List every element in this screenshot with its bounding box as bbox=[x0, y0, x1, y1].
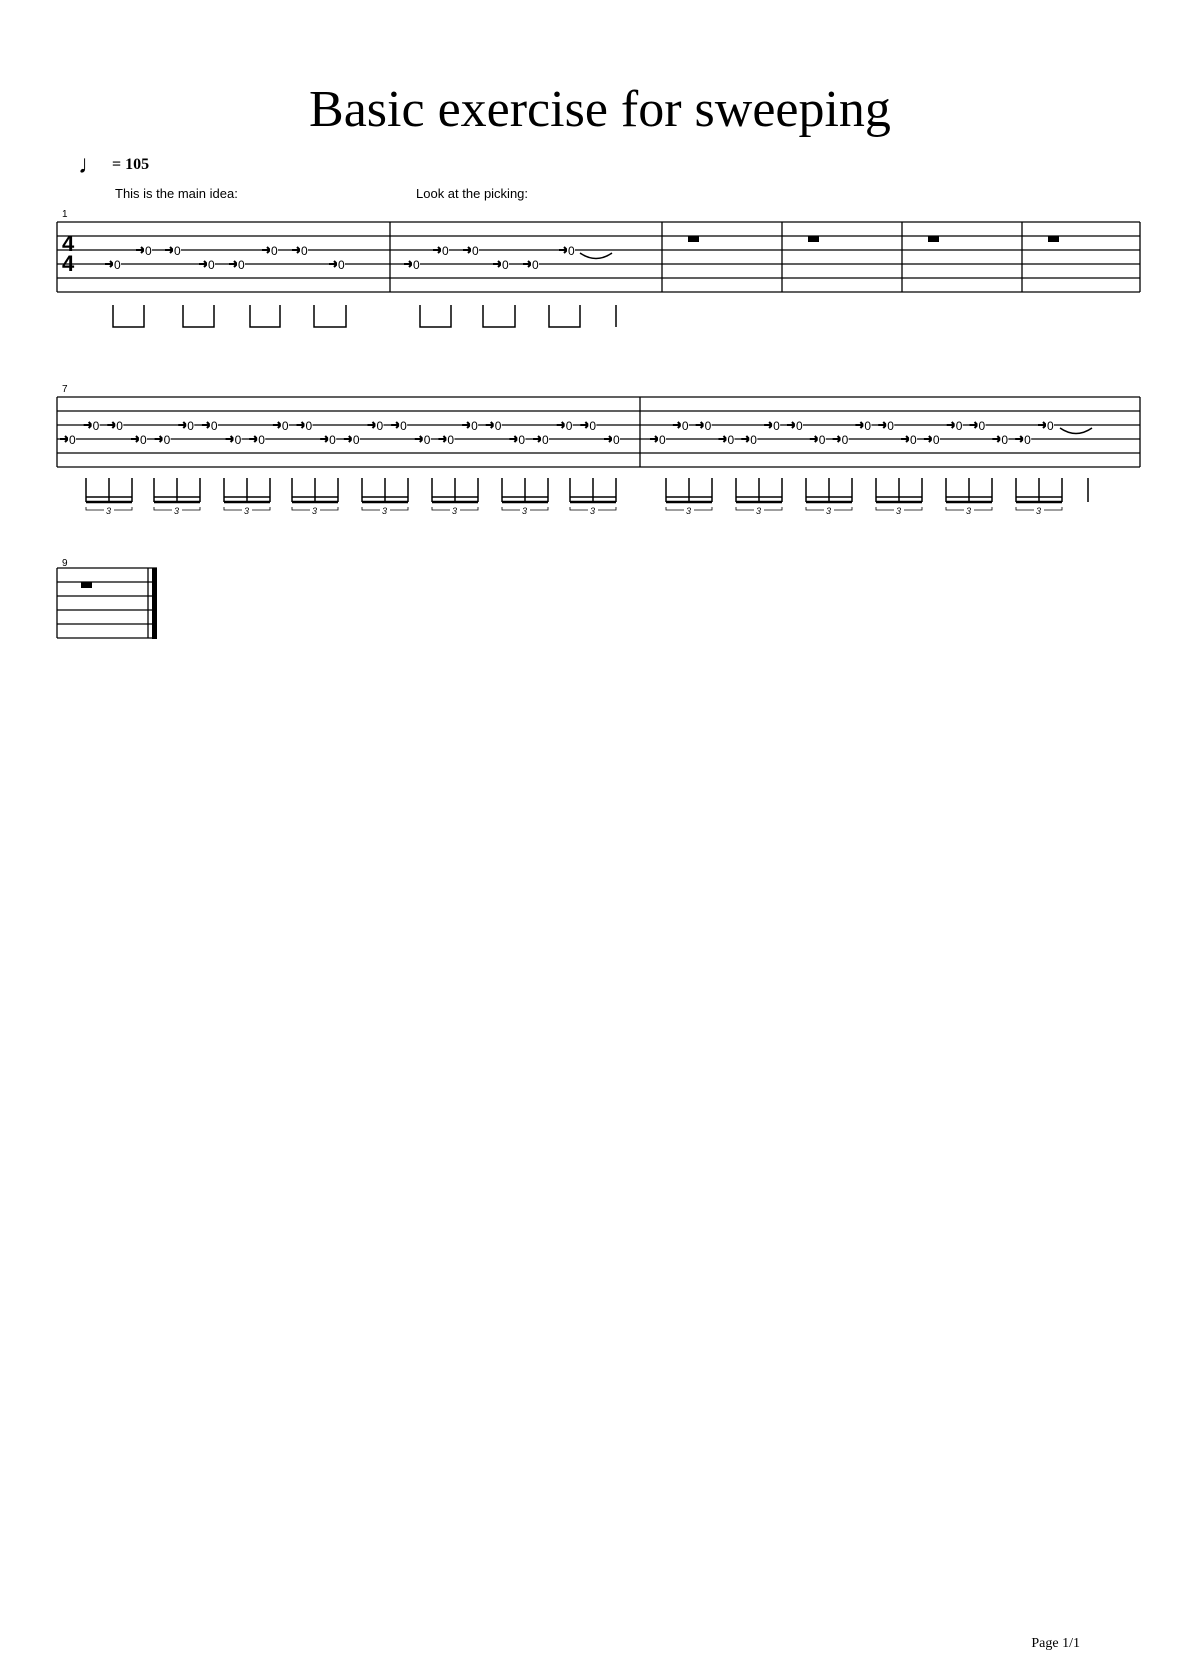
pick-arrow-icon bbox=[249, 436, 257, 442]
fret-number: 0 bbox=[494, 419, 502, 433]
fret-number: 0 bbox=[281, 419, 289, 433]
fret-number: 0 bbox=[681, 419, 689, 433]
tuplet-number: 3 bbox=[896, 506, 902, 516]
fret-number: 0 bbox=[910, 433, 917, 447]
rhythm-beam bbox=[420, 305, 451, 327]
fret-number: 0 bbox=[613, 433, 620, 447]
pick-arrow-icon bbox=[493, 261, 501, 267]
pick-arrow-icon bbox=[292, 247, 300, 253]
pick-arrow-icon bbox=[523, 261, 531, 267]
fret-number: 0 bbox=[208, 258, 215, 272]
fret-number: 0 bbox=[818, 433, 826, 447]
whole-rest-icon bbox=[81, 582, 92, 588]
pick-arrow-icon bbox=[947, 422, 955, 428]
tuplet-number: 3 bbox=[382, 506, 388, 516]
fret-number: 0 bbox=[329, 433, 336, 447]
rhythm-beam bbox=[113, 305, 144, 327]
fret-number: 0 bbox=[659, 433, 666, 447]
fret-number: 0 bbox=[472, 244, 479, 258]
pick-arrow-icon bbox=[764, 422, 772, 428]
pick-arrow-icon bbox=[855, 422, 863, 428]
pick-arrow-icon bbox=[878, 422, 886, 428]
tuplet-number: 3 bbox=[966, 506, 972, 516]
fret-number: 0 bbox=[568, 244, 575, 258]
pick-arrow-icon bbox=[391, 422, 399, 428]
tuplet-number: 3 bbox=[590, 506, 596, 516]
pick-arrow-icon bbox=[136, 247, 144, 253]
whole-rest-icon bbox=[688, 236, 699, 242]
tie-arc bbox=[580, 253, 612, 259]
fret-number: 0 bbox=[210, 419, 218, 433]
page-title: Basic exercise for sweeping bbox=[309, 81, 891, 138]
pick-arrow-icon bbox=[970, 422, 978, 428]
tuplet-number: 3 bbox=[522, 506, 528, 516]
pick-arrow-icon bbox=[486, 422, 494, 428]
fret-number: 0 bbox=[932, 433, 940, 447]
pick-arrow-icon bbox=[718, 436, 726, 442]
pick-arrow-icon bbox=[329, 261, 337, 267]
fret-number: 0 bbox=[114, 258, 121, 272]
pick-arrow-icon bbox=[404, 261, 412, 267]
measure-number: 1 bbox=[62, 209, 68, 220]
pick-arrow-icon bbox=[229, 261, 237, 267]
fret-number: 0 bbox=[163, 433, 171, 447]
whole-rest-icon bbox=[1048, 236, 1059, 242]
tuplet-number: 3 bbox=[1036, 506, 1042, 516]
pick-arrow-icon bbox=[462, 422, 470, 428]
pick-arrow-icon bbox=[344, 436, 352, 442]
fret-number: 0 bbox=[978, 419, 986, 433]
fret-number: 0 bbox=[841, 433, 849, 447]
measure-number: 9 bbox=[62, 558, 68, 569]
fret-number: 0 bbox=[423, 433, 431, 447]
annotation-main-idea: This is the main idea: bbox=[115, 186, 238, 201]
pick-arrow-icon bbox=[178, 422, 186, 428]
pick-arrow-icon bbox=[580, 422, 588, 428]
pick-arrow-icon bbox=[105, 261, 113, 267]
quarter-note-icon: ♩ bbox=[78, 150, 104, 179]
fret-number: 0 bbox=[376, 419, 384, 433]
pick-arrow-icon bbox=[924, 436, 932, 442]
pick-arrow-icon bbox=[433, 247, 441, 253]
pick-arrow-icon bbox=[1038, 422, 1046, 428]
fret-number: 0 bbox=[69, 433, 76, 447]
pick-arrow-icon bbox=[60, 436, 68, 442]
pick-arrow-icon bbox=[1015, 436, 1023, 442]
fret-number: 0 bbox=[139, 433, 147, 447]
pick-arrow-icon bbox=[165, 247, 173, 253]
fret-number: 0 bbox=[187, 419, 194, 433]
pick-arrow-icon bbox=[810, 436, 818, 442]
fret-number: 0 bbox=[238, 258, 245, 272]
pick-arrow-icon bbox=[509, 436, 517, 442]
fret-number: 0 bbox=[338, 258, 345, 272]
pick-arrow-icon bbox=[559, 247, 567, 253]
pick-arrow-icon bbox=[438, 436, 446, 442]
tuplet-number: 3 bbox=[756, 506, 762, 516]
fret-number: 0 bbox=[955, 419, 963, 433]
pick-arrow-icon bbox=[367, 422, 375, 428]
pick-arrow-icon bbox=[273, 422, 281, 428]
fret-number: 0 bbox=[145, 244, 152, 258]
pick-arrow-icon bbox=[199, 261, 207, 267]
pick-arrow-icon bbox=[650, 436, 658, 442]
fret-number: 0 bbox=[887, 419, 894, 433]
tuplet-number: 3 bbox=[686, 506, 692, 516]
fret-number: 0 bbox=[116, 419, 123, 433]
tuplet-number: 3 bbox=[826, 506, 832, 516]
whole-rest-icon bbox=[928, 236, 939, 242]
annotation-picking: Look at the picking: bbox=[416, 186, 529, 201]
pick-arrow-icon bbox=[84, 422, 92, 428]
pick-arrow-icon bbox=[673, 422, 681, 428]
tuplet-number: 3 bbox=[244, 506, 250, 516]
whole-rest-icon bbox=[808, 236, 819, 242]
pick-arrow-icon bbox=[833, 436, 841, 442]
fret-number: 0 bbox=[271, 244, 278, 258]
time-signature-bottom: 4 bbox=[62, 251, 75, 276]
pick-arrow-icon bbox=[557, 422, 565, 428]
fret-number: 0 bbox=[258, 433, 265, 447]
pick-arrow-icon bbox=[787, 422, 795, 428]
fret-number: 0 bbox=[1047, 419, 1054, 433]
fret-number: 0 bbox=[727, 433, 735, 447]
rhythm-beam bbox=[483, 305, 515, 327]
fret-number: 0 bbox=[565, 419, 573, 433]
pick-arrow-icon bbox=[297, 422, 305, 428]
rhythm-beam bbox=[549, 305, 580, 327]
fret-number: 0 bbox=[864, 419, 872, 433]
fret-number: 0 bbox=[704, 419, 712, 433]
fret-number: 0 bbox=[532, 258, 539, 272]
fret-number: 0 bbox=[773, 419, 780, 433]
fret-number: 0 bbox=[92, 419, 100, 433]
pick-arrow-icon bbox=[901, 436, 909, 442]
fret-number: 0 bbox=[413, 258, 420, 272]
fret-number: 0 bbox=[542, 433, 549, 447]
rhythm-beam bbox=[250, 305, 280, 327]
fret-number: 0 bbox=[174, 244, 181, 258]
score-content bbox=[57, 209, 1140, 639]
pick-arrow-icon bbox=[415, 436, 423, 442]
pick-arrow-icon bbox=[463, 247, 471, 253]
pick-arrow-icon bbox=[533, 436, 541, 442]
fret-number: 0 bbox=[471, 419, 478, 433]
fret-number: 0 bbox=[447, 433, 455, 447]
fret-number: 0 bbox=[301, 244, 308, 258]
fret-number: 0 bbox=[400, 419, 407, 433]
measure-number: 7 bbox=[62, 384, 68, 395]
tuplet-number: 3 bbox=[106, 506, 112, 516]
fret-number: 0 bbox=[442, 244, 449, 258]
pick-arrow-icon bbox=[131, 436, 139, 442]
rhythm-beam bbox=[314, 305, 346, 327]
tuplet-number: 3 bbox=[174, 506, 180, 516]
fret-number: 0 bbox=[518, 433, 526, 447]
fret-number: 0 bbox=[589, 419, 597, 433]
page-footer: Page 1/1 bbox=[1031, 1636, 1080, 1651]
tie-arc bbox=[1060, 428, 1092, 434]
fret-number: 0 bbox=[750, 433, 757, 447]
tuplet-number: 3 bbox=[452, 506, 458, 516]
time-signature-top: 4 bbox=[62, 231, 75, 256]
pick-arrow-icon bbox=[226, 436, 234, 442]
tempo-value: = 105 bbox=[112, 156, 150, 173]
fret-number: 0 bbox=[502, 258, 509, 272]
fret-number: 0 bbox=[305, 419, 313, 433]
pick-arrow-icon bbox=[604, 436, 612, 442]
fret-number: 0 bbox=[1001, 433, 1009, 447]
fret-number: 0 bbox=[352, 433, 360, 447]
pick-arrow-icon bbox=[992, 436, 1000, 442]
fret-number: 0 bbox=[795, 419, 803, 433]
final-barline bbox=[152, 568, 157, 639]
pick-arrow-icon bbox=[202, 422, 210, 428]
tuplet-number: 3 bbox=[312, 506, 318, 516]
pick-arrow-icon bbox=[696, 422, 704, 428]
pick-arrow-icon bbox=[107, 422, 115, 428]
rhythm-beam bbox=[183, 305, 214, 327]
pick-arrow-icon bbox=[155, 436, 163, 442]
fret-number: 0 bbox=[1024, 433, 1031, 447]
pick-arrow-icon bbox=[320, 436, 328, 442]
pick-arrow-icon bbox=[741, 436, 749, 442]
pick-arrow-icon bbox=[262, 247, 270, 253]
fret-number: 0 bbox=[234, 433, 242, 447]
